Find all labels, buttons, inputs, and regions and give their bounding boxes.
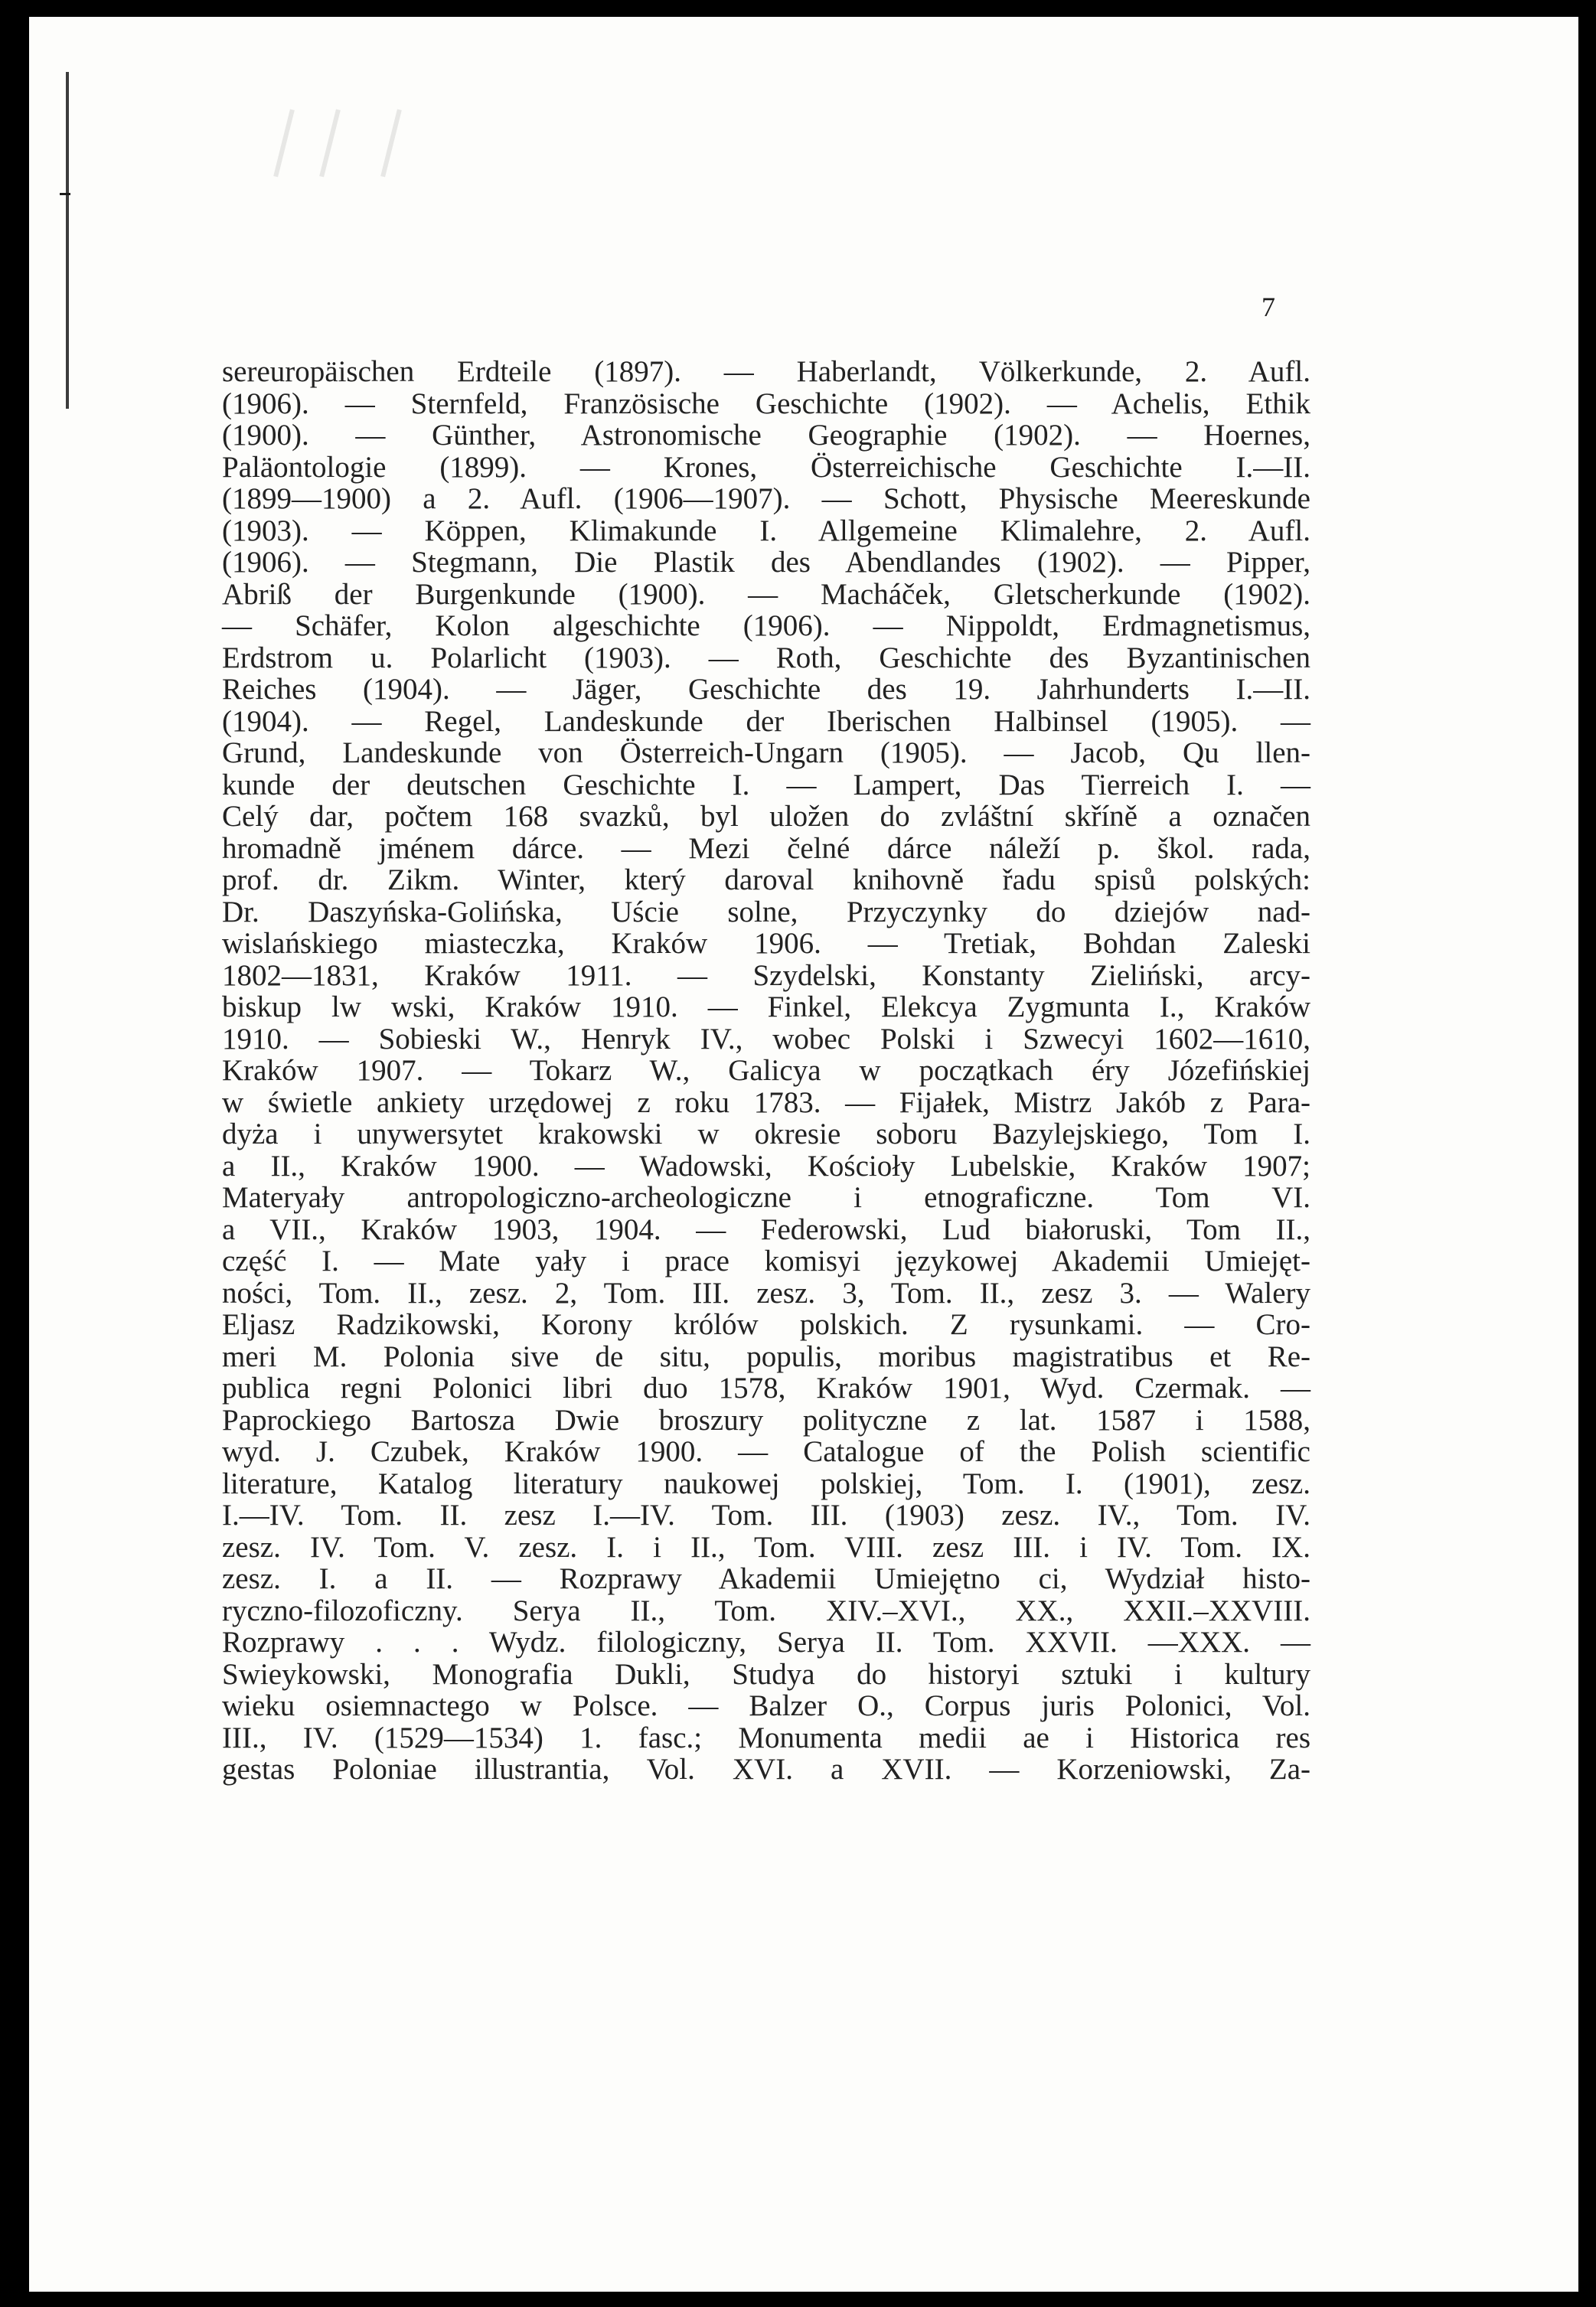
text-line: wieku osiemnactego w Polsce. — Balzer O., Corpus juris Polonici, Vol.: [222, 1689, 1310, 1722]
text-line: wislańskiego miasteczka, Kraków 1906. — Tretiak, Bohdan Zaleski: [222, 927, 1310, 960]
show-through-mark: [273, 109, 295, 178]
scan-edge-tick: [60, 193, 70, 195]
text-line: Dr. Daszyńska-Golińska, Uście solne, Przyczynky do dziejów nad-: [222, 895, 1310, 928]
text-line: Eljasz Radzikowski, Korony królów polskich. Z rysunkami. — Cro-: [222, 1308, 1310, 1341]
text-line: ności, Tom. II., zesz. 2, Tom. III. zesz. 3, Tom. II., zesz 3. — Walery: [222, 1276, 1310, 1310]
text-line: (1899—1900) a 2. Aufl. (1906—1907). — Schott, Physische Meereskunde: [222, 482, 1310, 515]
text-line: część I. — Mate yały i prace komisyi językowej Akademii Umiejęt-: [222, 1245, 1310, 1277]
text-line: literature, Katalog literatury naukowej polskiej, Tom. I. (1901), zesz.: [222, 1467, 1310, 1500]
page-number: 7: [1261, 292, 1275, 322]
text-line: (1903). — Köppen, Klimakunde I. Allgemeine Klimalehre, 2. Aufl.: [222, 514, 1310, 547]
text-line: (1906). — Stegmann, Die Plastik des Abendlandes (1902). — Pipper,: [222, 546, 1310, 579]
text-line: Grund, Landeskunde von Österreich-Ungarn (1905). — Jacob, Qu llen-: [222, 736, 1310, 769]
text-line: kunde der deutschen Geschichte I. — Lampert, Das Tierreich I. —: [222, 768, 1310, 801]
text-line: meri M. Polonia sive de situ, populis, moribus magistratibus et Re-: [222, 1339, 1310, 1373]
text-line: 1802—1831, Kraków 1911. — Szydelski, Konstanty Zieliński, arcy-: [222, 958, 1310, 992]
text-line: Paläontologie (1899). — Krones, Österreichische Geschichte I.—II.: [222, 450, 1310, 484]
text-line: Paprockiego Bartosza Dwie broszury polityczne z lat. 1587 i 1588,: [222, 1403, 1310, 1437]
text-line: I.—IV. Tom. II. zesz I.—IV. Tom. III. (1903) zesz. IV., Tom. IV.: [222, 1499, 1310, 1532]
text-line: ryczno-filozoficzny. Serya II., Tom. XIV.–XVI., XX., XXII.–XXVIII.: [222, 1594, 1310, 1627]
text-line: w świetle ankiety urzędowej z roku 1783. — Fijałek, Mistrz Jakób z Para-: [222, 1085, 1310, 1119]
text-line: Swieykowski, Monografia Dukli, Studya do historyi sztuki i kultury: [222, 1657, 1310, 1691]
text-line: (1900). — Günther, Astronomische Geographie (1902). — Hoernes,: [222, 419, 1310, 452]
body-text: [222, 356, 1310, 1786]
text-line: Kraków 1907. — Tokarz W., Galicya w początkach éry Józefińskiej: [222, 1054, 1310, 1087]
show-through-mark: [380, 109, 402, 178]
text-line: Erdstrom u. Polarlicht (1903). — Roth, Geschichte des Byzantinischen: [222, 641, 1310, 674]
text-line: zesz. IV. Tom. V. zesz. I. i II., Tom. VIII. zesz III. i IV. Tom. IX.: [222, 1530, 1310, 1564]
text-line: zesz. I. a II. — Rozprawy Akademii Umiejętno ci, Wydział histo-: [222, 1562, 1310, 1595]
scan-edge-mark: [66, 72, 69, 409]
text-line: Reiches (1904). — Jäger, Geschichte des 19. Jahrhunderts I.—II.: [222, 673, 1310, 706]
text-line: a II., Kraków 1900. — Wadowski, Kościoły Lubelskie, Kraków 1907;: [222, 1149, 1310, 1183]
text-line: publica regni Polonici libri duo 1578, Kraków 1901, Wyd. Czermak. —: [222, 1372, 1310, 1405]
text-line: dyża i unywersytet krakowski w okresie soboru Bazylejskiego, Tom I.: [222, 1118, 1310, 1150]
text-line: Materyały antropologiczno-archeologiczne i etnograficzne. Tom VI.: [222, 1181, 1310, 1214]
text-line: sereuropäischen Erdteile (1897). — Haberlandt, Völkerkunde, 2. Aufl.: [222, 355, 1310, 388]
text-line: Celý dar, počtem 168 svazků, byl uložen do zvláštní skříně a označen: [222, 800, 1310, 833]
show-through-mark: [319, 109, 341, 178]
text-line: Rozprawy . . . Wydz. filologiczny, Serya II. Tom. XXVII. —XXX. —: [222, 1626, 1310, 1659]
text-line: a VII., Kraków 1903, 1904. — Federowski, Lud białoruski, Tom II.,: [222, 1212, 1310, 1246]
text-line: gestas Poloniae illustrantia, Vol. XVI. a XVII. — Korzeniowski, Za-: [222, 1753, 1310, 1786]
text-line: III., IV. (1529—1534) 1. fasc.; Monumenta medii ae i Historica res: [222, 1721, 1310, 1754]
text-line: prof. dr. Zikm. Winter, který daroval knihovně řadu spisů polských:: [222, 863, 1310, 896]
text-line: hromadně jménem dárce. — Mezi čelné dárce náleží p. škol. rada,: [222, 831, 1310, 865]
text-line: 1910. — Sobieski W., Henryk IV., wobec Polski i Szwecyi 1602—1610,: [222, 1022, 1310, 1056]
text-line: (1906). — Sternfeld, Französische Geschichte (1902). — Achelis, Ethik: [222, 387, 1310, 420]
text-line: (1904). — Regel, Landeskunde der Iberischen Halbinsel (1905). —: [222, 704, 1310, 738]
text-line: Abriß der Burgenkunde (1900). — Macháček, Gletscherkunde (1902).: [222, 577, 1310, 611]
text-line: biskup lw wski, Kraków 1910. — Finkel, Elekcya Zygmunta I., Kraków: [222, 990, 1310, 1023]
text-line: wyd. J. Czubek, Kraków 1900. — Catalogue of the Polish scientific: [222, 1435, 1310, 1468]
text-line: — Schäfer, Kolon algeschichte (1906). — Nippoldt, Erdmagnetismus,: [222, 609, 1310, 642]
